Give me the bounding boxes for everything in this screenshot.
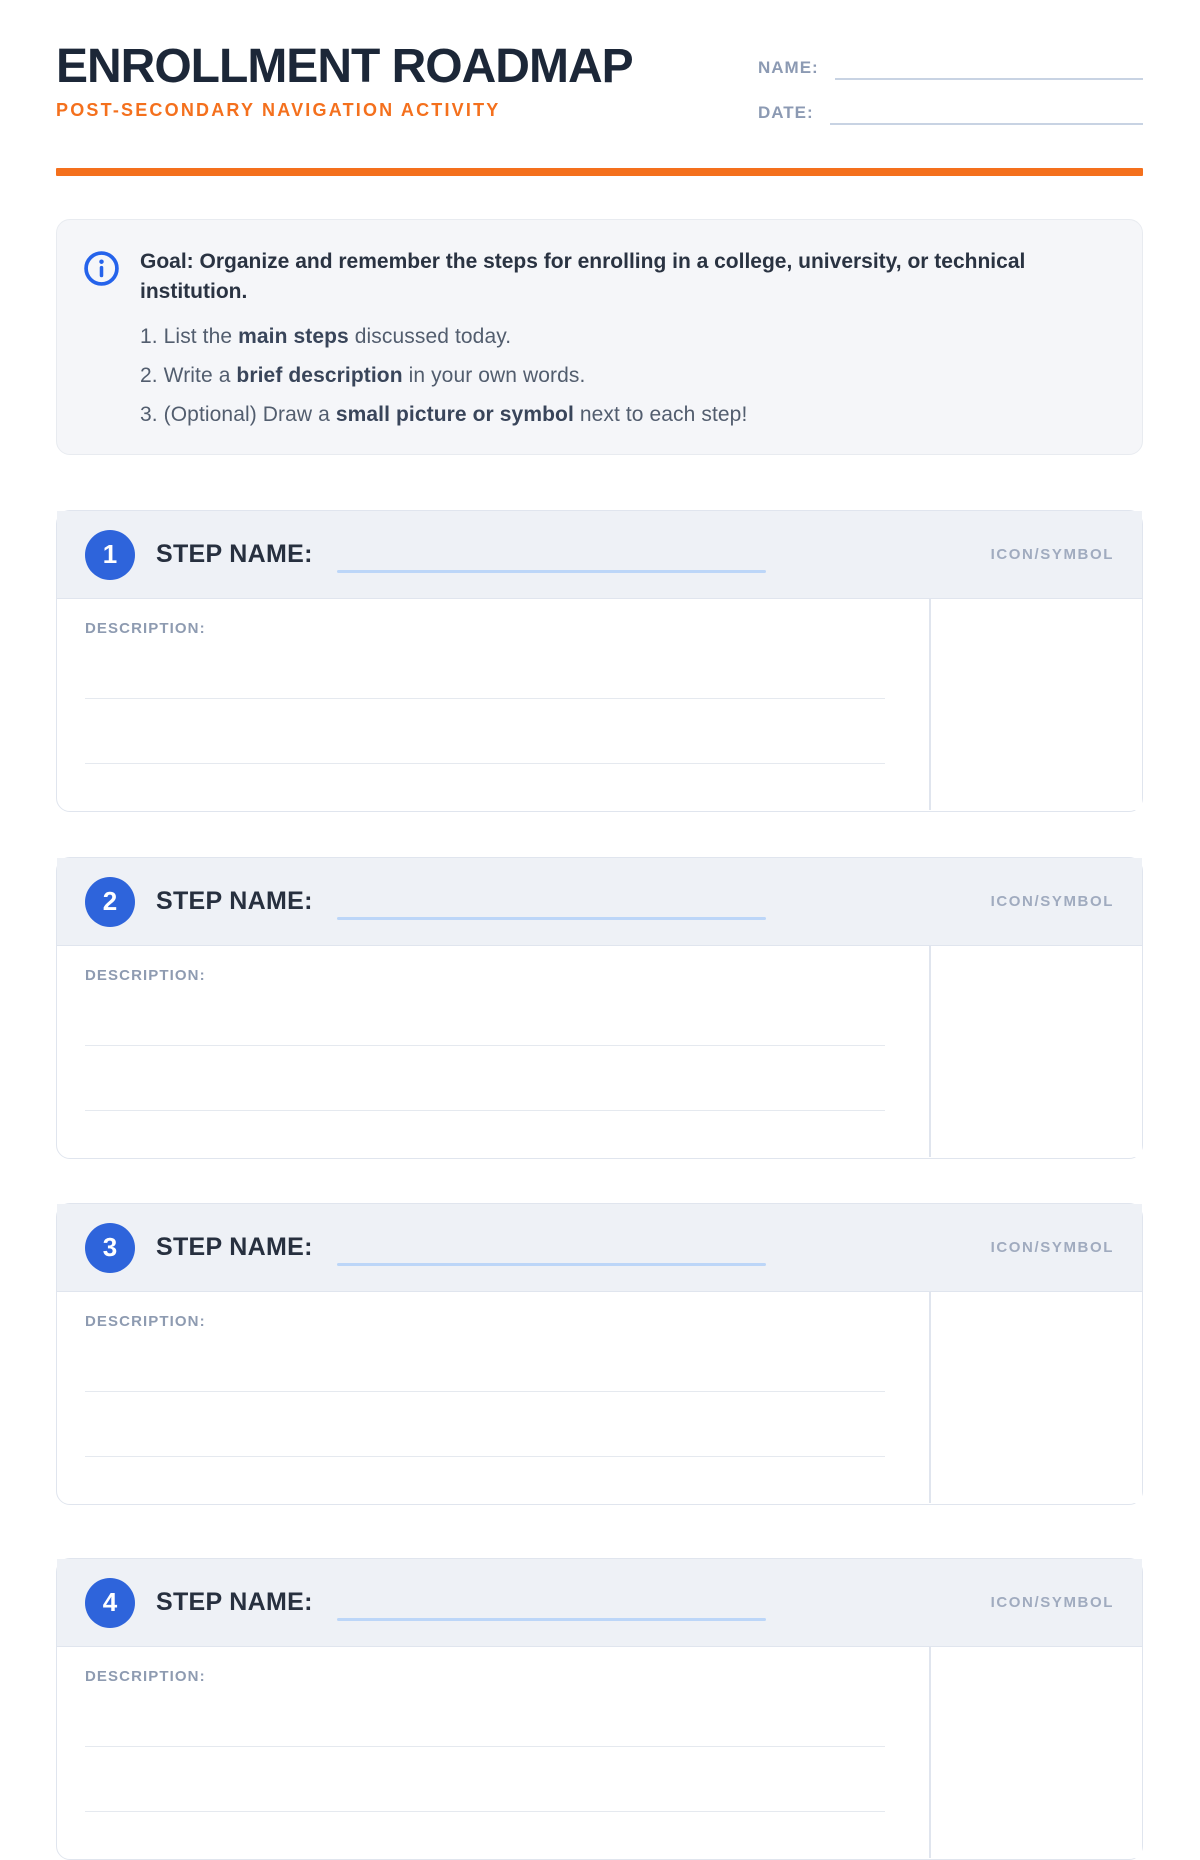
step-card-3 bbox=[56, 1203, 1143, 1505]
step-name-label: STEP NAME: bbox=[156, 1588, 313, 1616]
date-label: DATE: bbox=[758, 103, 814, 122]
icon-symbol-label: ICON/SYMBOL bbox=[990, 1239, 1114, 1256]
icon-symbol-label: ICON/SYMBOL bbox=[990, 1594, 1114, 1611]
accent-divider bbox=[56, 168, 1143, 176]
step-2-write-line-1[interactable] bbox=[85, 1045, 885, 1046]
step-2-description-area[interactable] bbox=[57, 946, 929, 1157]
step-2-body bbox=[57, 946, 1142, 1157]
step-3-body bbox=[57, 1292, 1142, 1503]
name-label: NAME: bbox=[758, 58, 819, 77]
step-4-description-area[interactable] bbox=[57, 1647, 929, 1858]
info-icon bbox=[83, 250, 120, 287]
step-3-icon-draw-area[interactable] bbox=[931, 1292, 1143, 1503]
step-name-label: STEP NAME: bbox=[156, 540, 313, 568]
goal-instruction-1: 1. List the main steps discussed today. bbox=[140, 324, 512, 348]
goal-instructions bbox=[140, 326, 1040, 425]
description-label: DESCRIPTION: bbox=[85, 1668, 206, 1685]
name-date-block bbox=[758, 56, 1143, 146]
step-card-1 bbox=[56, 510, 1143, 812]
name-row bbox=[758, 56, 1143, 80]
step-3-description-area[interactable] bbox=[57, 1292, 929, 1503]
step-1-icon-draw-area[interactable] bbox=[931, 599, 1143, 810]
step-1-body bbox=[57, 599, 1142, 810]
step-3-write-line-1[interactable] bbox=[85, 1391, 885, 1392]
step-1-name-input-line[interactable] bbox=[337, 570, 766, 573]
description-label: DESCRIPTION: bbox=[85, 620, 206, 637]
page-title: ENROLLMENT ROADMAP bbox=[56, 40, 633, 93]
step-4-write-line-2[interactable] bbox=[85, 1811, 885, 1812]
page-header bbox=[56, 42, 1143, 146]
icon-symbol-label: ICON/SYMBOL bbox=[990, 546, 1114, 563]
description-label: DESCRIPTION: bbox=[85, 967, 206, 984]
date-input-line[interactable] bbox=[830, 101, 1143, 125]
step-2-header bbox=[57, 858, 1142, 946]
step-card-4 bbox=[56, 1558, 1143, 1860]
step-2-icon-draw-area[interactable] bbox=[931, 946, 1143, 1157]
step-2-name-input-line[interactable] bbox=[337, 917, 766, 920]
step-3-number-badge: 3 bbox=[85, 1223, 135, 1273]
title-block bbox=[56, 42, 633, 121]
step-3-header bbox=[57, 1204, 1142, 1292]
description-label: DESCRIPTION: bbox=[85, 1313, 206, 1330]
step-3-name-input-line[interactable] bbox=[337, 1263, 766, 1266]
step-1-write-line-2[interactable] bbox=[85, 763, 885, 764]
step-4-header bbox=[57, 1559, 1142, 1647]
step-1-write-line-1[interactable] bbox=[85, 698, 885, 699]
goal-instruction-2: 2. Write a brief description in your own words. bbox=[140, 363, 586, 387]
goal-box bbox=[56, 219, 1143, 455]
step-name-label: STEP NAME: bbox=[156, 887, 313, 915]
step-4-write-line-1[interactable] bbox=[85, 1746, 885, 1747]
name-input-line[interactable] bbox=[835, 56, 1143, 80]
step-1-description-area[interactable] bbox=[57, 599, 929, 810]
step-3-write-line-2[interactable] bbox=[85, 1456, 885, 1457]
step-card-2 bbox=[56, 857, 1143, 1159]
page-subtitle: POST-SECONDARY NAVIGATION ACTIVITY bbox=[56, 100, 501, 121]
step-4-name-input-line[interactable] bbox=[337, 1618, 766, 1621]
goal-instruction-3: 3. (Optional) Draw a small picture or symbol next to each step! bbox=[140, 402, 748, 426]
step-4-number-badge: 4 bbox=[85, 1578, 135, 1628]
step-4-body bbox=[57, 1647, 1142, 1858]
goal-content bbox=[140, 247, 1040, 425]
step-2-number-badge: 2 bbox=[85, 877, 135, 927]
icon-symbol-label: ICON/SYMBOL bbox=[990, 893, 1114, 910]
step-4-icon-draw-area[interactable] bbox=[931, 1647, 1143, 1858]
step-1-header bbox=[57, 511, 1142, 599]
date-row bbox=[758, 101, 1143, 125]
step-1-number-badge: 1 bbox=[85, 530, 135, 580]
step-name-label: STEP NAME: bbox=[156, 1233, 313, 1261]
goal-heading: Goal: Organize and remember the steps for enrolling in a college, university, or technical institution. bbox=[140, 250, 1026, 304]
step-2-write-line-2[interactable] bbox=[85, 1110, 885, 1111]
